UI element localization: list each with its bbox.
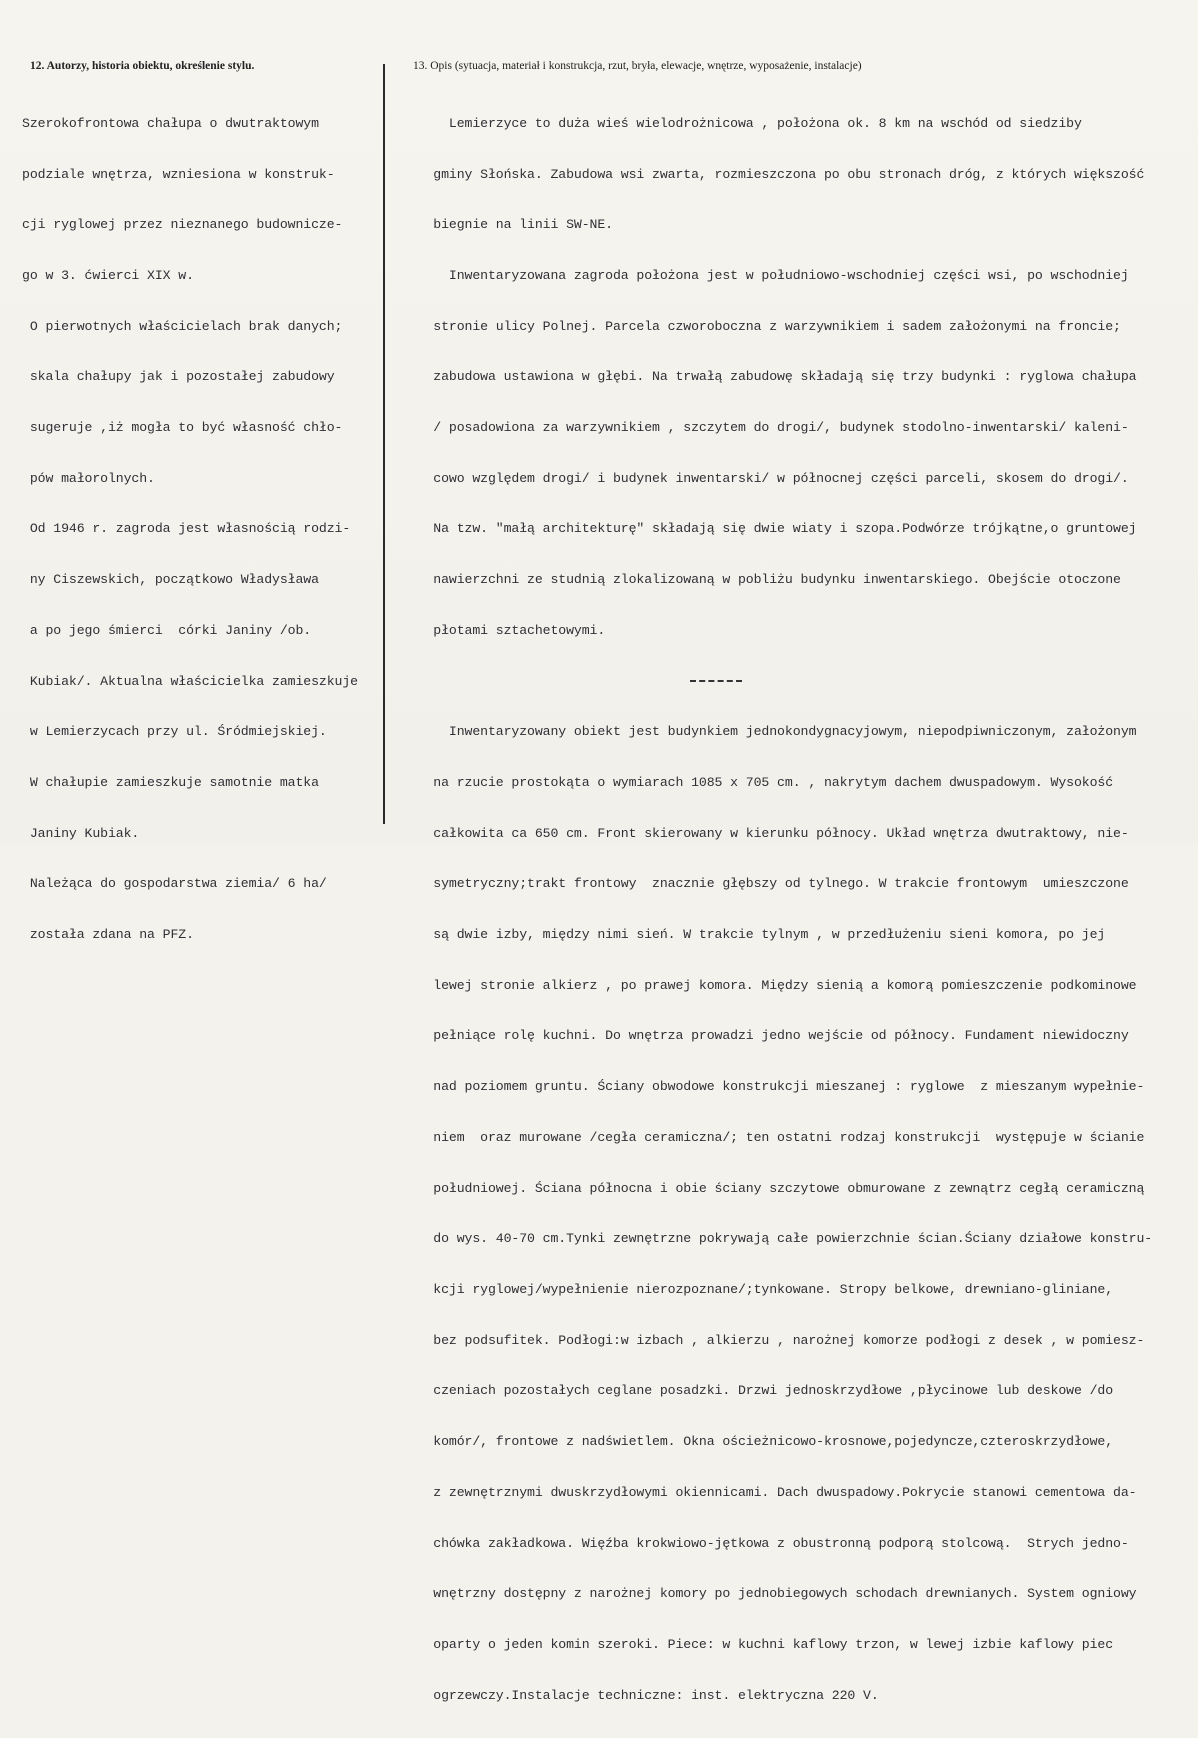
text-line: komór/, frontowe z nadświetlem. Okna ościeżnicowo-krosnowe,pojedyncze,czteroskrzydłowe, <box>402 1434 1114 1450</box>
text-line: biegnie na linii SW-NE. <box>402 217 613 233</box>
text-line: cji ryglowej przez nieznanego budownicze- <box>22 217 343 233</box>
text-line: gminy Słońska. Zabudowa wsi zwarta, rozmieszczona po obu stronach dróg, z których większość <box>402 166 1145 182</box>
text-line: bez podsufitek. Podłogi:w izbach , alkierzu , narożnej komorze podłogi z desek , w pomiesz- <box>402 1332 1145 1348</box>
text-line: nawierzchni ze studnią zlokalizowaną w pobliżu budynku inwentarskiego. Obejście otoczone <box>402 572 1121 588</box>
text-line: symetryczny;trakt frontowy znacznie głębszy od tylnego. W trakcie frontowym umieszczone <box>402 876 1129 892</box>
text-line: nad poziomem gruntu. Ściany obwodowe konstrukcji mieszanej : ryglowe z mieszanym wypełnie- <box>402 1079 1145 1095</box>
text-line: w Lemierzycach przy ul. Śródmiejskiej. <box>22 724 327 740</box>
text-line: skala chałupy jak i pozostałej zabudowy <box>22 369 335 385</box>
section-13-heading: 13. Opis (sytuacja, materiał i konstrukcja, rzut, bryła, elewacje, wnętrze, wyposażenie, instalacje) <box>413 60 862 72</box>
text-line: stronie ulicy Polnej. Parcela czworoboczna z warzywnikiem i sadem założonymi na froncie; <box>402 318 1121 334</box>
text-line: O pierwotnych właścicielach brak danych; <box>22 318 343 334</box>
text-line: Od 1946 r. zagroda jest własnością rodzi- <box>22 521 351 537</box>
text-line: lewej stronie alkierz , po prawej komora. Między sienią a komorą pomieszczenie podkominowe <box>402 977 1137 993</box>
column-divider <box>383 64 385 824</box>
description-text-column <box>402 82 1192 1738</box>
text-line: pełniące rolę kuchni. Do wnętrza prowadzi jedno wejście od północy. Fundament niewidoczny <box>402 1028 1129 1044</box>
text-line: sugeruje ,iż mogła to być własność chło- <box>22 420 343 436</box>
text-line: Janiny Kubiak. <box>22 825 140 841</box>
text-line: ny Ciszewskich, początkowo Władysława <box>22 572 319 588</box>
text-line: płotami sztachetowymi. <box>402 622 606 638</box>
text-line: oparty o jeden komin szeroki. Piece: w kuchni kaflowy trzon, w lewej izbie kaflowy piec <box>402 1636 1114 1652</box>
text-line: Na tzw. "małą architekturę" składają się dwie wiaty i szopa.Podwórze trójkątne,o gruntowej <box>402 521 1137 537</box>
text-line: ogrzewczy.Instalacje techniczne: inst. elektryczna 220 V. <box>402 1687 879 1703</box>
text-line: południowej. Ściana północna i obie ściany szczytowe obmurowane z zewnątrz cegłą ceramiczną <box>402 1180 1145 1196</box>
text-line: na rzucie prostokąta o wymiarach 1085 x 705 cm. , nakrytym dachem dwuspadowym. Wysokość <box>402 774 1114 790</box>
text-line: kcji ryglowej/wypełnienie nierozpoznane/;tynkowane. Stropy belkowe, drewniano-gliniane, <box>402 1281 1114 1297</box>
text-line: cowo względem drogi/ i budynek inwentarski/ w północnej części parceli, skosem do drogi/. <box>402 470 1129 486</box>
paragraph-separator <box>402 674 1192 691</box>
text-line: podziale wnętrza, wzniesiona w konstruk- <box>22 166 335 182</box>
text-line: go w 3. ćwierci XIX w. <box>22 267 194 283</box>
text-line: Lemierzyce to duża wieś wielodrożnicowa , położona ok. 8 km na wschód od siedziby <box>402 115 1082 131</box>
text-line: została zdana na PFZ. <box>22 927 194 943</box>
text-line: wnętrzny dostępny z narożnej komory po jednobiegowych schodach drewnianych. System ogniowy <box>402 1586 1137 1602</box>
text-line: niem oraz murowane /cegła ceramiczna/; ten ostatni rodzaj konstrukcji występuje w ścianie <box>402 1129 1145 1145</box>
text-line: W chałupie zamieszkuje samotnie matka <box>22 774 319 790</box>
text-line: pów małorolnych. <box>22 470 155 486</box>
text-line: całkowita ca 650 cm. Front skierowany w kierunku północy. Układ wnętrza dwutraktowy, nie- <box>402 825 1129 841</box>
text-line: czeniach pozostałych ceglane posadzki. Drzwi jednoskrzydłowe ,płycinowe lub deskowe /do <box>402 1383 1114 1399</box>
text-line: Kubiak/. Aktualna właścicielka zamieszkuje <box>22 673 358 689</box>
text-line: a po jego śmierci córki Janiny /ob. <box>22 622 312 638</box>
text-line: zabudowa ustawiona w głębi. Na trwałą zabudowę składają się trzy budynki : ryglowa chałupa <box>402 369 1137 385</box>
text-line: do wys. 40-70 cm.Tynki zewnętrzne pokrywają całe powierzchnie ścian.Ściany działowe konstru- <box>402 1231 1153 1247</box>
text-line: / posadowiona za warzywnikiem , szczytem do drogi/, budynek stodolno-inwentarski/ kaleni- <box>402 420 1129 436</box>
section-12-heading: 12. Autorzy, historia obiektu, określenie stylu. <box>30 60 255 72</box>
text-line: Inwentaryzowana zagroda położona jest w południowo-wschodniej części wsi, po wschodniej <box>402 267 1129 283</box>
text-line: Inwentaryzowany obiekt jest budynkiem jednokondygnacyjowym, niepodpiwniczonym, założonym <box>402 724 1137 740</box>
text-line: Szerokofrontowa chałupa o dwutraktowym <box>22 115 319 131</box>
text-line: chówka zakładkowa. Więźba krokwiowo-jętkowa z obustronną podporą stolcową. Strych jedno- <box>402 1535 1129 1551</box>
text-line: z zewnętrznymi dwuskrzydłowymi okiennicami. Dach dwuspadowy.Pokrycie stanowi cementowa da- <box>402 1484 1137 1500</box>
text-line: są dwie izby, między nimi sień. W trakcie tylnym , w przedłużeniu sieni komora, po jej <box>402 927 1106 943</box>
text-line: Należąca do gospodarstwa ziemia/ 6 ha/ <box>22 876 327 892</box>
history-text-column <box>22 82 380 978</box>
